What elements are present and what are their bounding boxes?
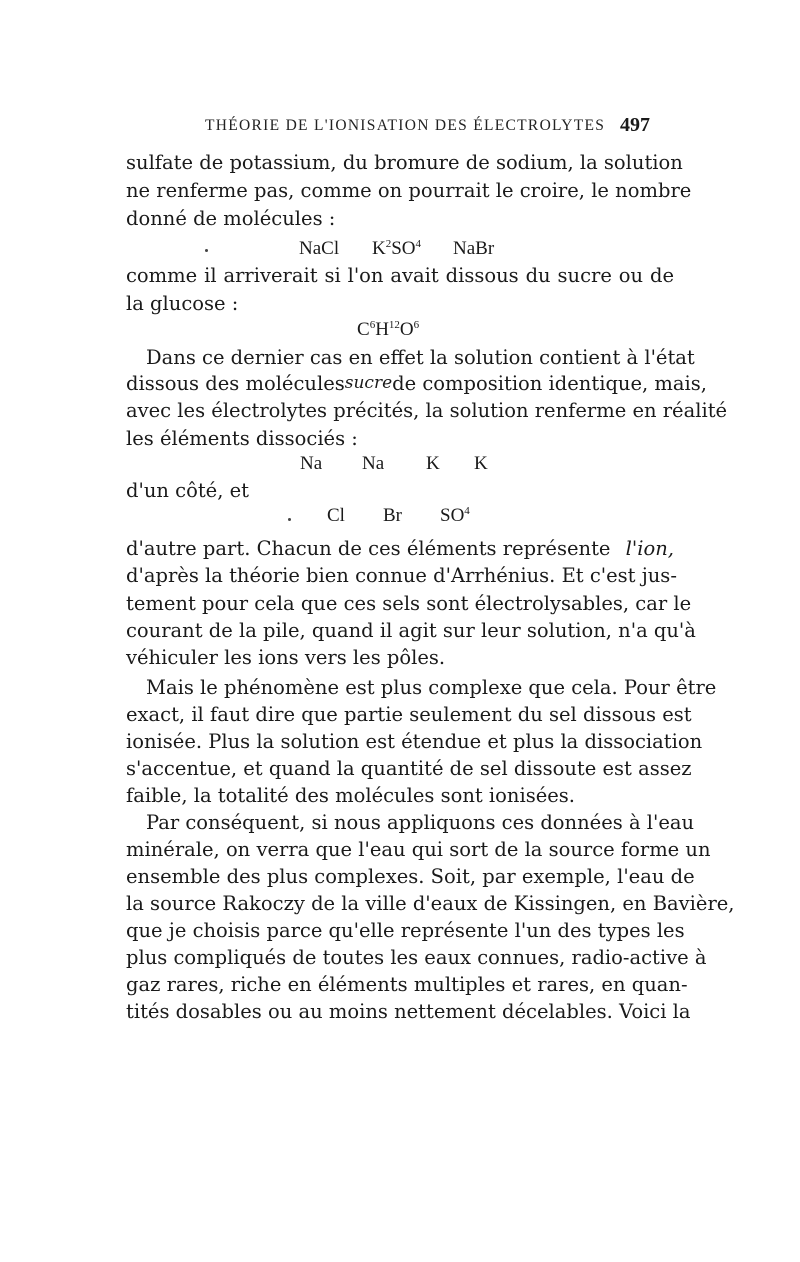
formula-c6h12o6 [357, 318, 419, 342]
text-line [126, 536, 674, 561]
text-line: avec les électrolytes précités, la solution renferme en réalité [126, 399, 728, 422]
text-line: ionisée. Plus la solution est étendue et plus la dissociation [126, 730, 703, 753]
ion-cl: Cl [327, 505, 345, 526]
symbol: H [375, 319, 389, 340]
text-line: que je choisis parce qu'elle représente l'un des types les [126, 919, 685, 942]
text-line: la glucose : [126, 292, 239, 315]
text-line: tités dosables ou au moins nettement décelables. Voici la [126, 1000, 691, 1023]
formula-cations [0, 452, 800, 476]
subscript: 4 [464, 505, 470, 517]
formula-glucose [0, 318, 800, 342]
symbol: SO [391, 238, 416, 259]
ion-k: K [474, 453, 488, 474]
text-line: véhiculer les ions vers les pôles. [126, 646, 446, 669]
text-line [126, 371, 707, 396]
subscript: 2 [385, 238, 392, 250]
symbol: O [399, 319, 414, 340]
ion-na: Na [362, 453, 385, 474]
symbol: K [372, 238, 386, 259]
text-line: d'après la théorie bien connue d'Arrhénius. Et c'est jus- [126, 564, 677, 587]
speck [205, 249, 208, 252]
text-line: sulfate de potassium, du bromure de sodium, la solution [126, 151, 683, 174]
text-line: Mais le phénomène est plus complexe que cela. Pour être [146, 676, 717, 699]
text-line: ne renferme pas, comme on pourrait le croire, le nombre [126, 179, 692, 202]
formula-anions [0, 504, 800, 528]
formula-k2so4 [372, 237, 421, 261]
formula-nabr: NaBr [453, 238, 495, 259]
text-line: ensemble des plus complexes. Soit, par exemple, l'eau de [126, 865, 695, 888]
text-line: la source Rakoczy de la ville d'eaux de Kissingen, en Bavière, [126, 892, 735, 915]
formula-salts [0, 237, 800, 261]
ion-so4 [440, 504, 470, 528]
page-number: 497 [620, 114, 650, 136]
italic-word: sucre [344, 373, 393, 393]
ion-k: K [426, 453, 440, 474]
text-line: Dans ce dernier cas en effet la solution contient à l'état [146, 346, 695, 369]
text-line: d'un côté, et [126, 479, 249, 502]
text-line: les éléments dissociés : [126, 427, 358, 450]
symbol: C [357, 319, 370, 340]
text-segment: d'autre part. Chacun de ces éléments représente [126, 537, 611, 560]
text-line: s'accentue, et quand la quantité de sel dissoute est assez [126, 757, 692, 780]
symbol: SO [440, 505, 465, 526]
subscript: 12 [388, 319, 400, 331]
text-line: plus compliqués de toutes les eaux connues, radio-active à [126, 946, 707, 969]
subscript: 6 [413, 319, 420, 331]
text-line: Par conséquent, si nous appliquons ces données à l'eau [146, 811, 695, 834]
text-line: gaz rares, riche en éléments multiples et rares, en quan- [126, 973, 688, 996]
ion-br: Br [383, 505, 402, 526]
text-line: donné de molécules : [126, 207, 336, 230]
text-line: faible, la totalité des molécules sont ionisées. [126, 784, 575, 807]
ion-na: Na [300, 453, 323, 474]
speck [288, 518, 291, 521]
text-segment: de composition identique, mais, [392, 372, 707, 395]
running-title: THÉORIE DE L'IONISATION DES ÉLECTROLYTES [205, 117, 606, 134]
text-line: comme il arriverait si l'on avait dissous du sucre ou de [126, 264, 674, 287]
text-segment: dissous des molécules [126, 372, 345, 395]
subscript: 6 [369, 319, 376, 331]
subscript: 4 [415, 238, 422, 250]
text-line: tement pour cela que ces sels sont électrolysables, car le [126, 592, 692, 615]
text-line: exact, il faut dire que partie seulement du sel dissous est [126, 703, 692, 726]
italic-word: l'ion, [625, 537, 674, 560]
formula-nacl: NaCl [299, 238, 340, 259]
text-line: minérale, on verra que l'eau qui sort de la source forme un [126, 838, 711, 861]
text-line: courant de la pile, quand il agit sur leur solution, n'a qu'à [126, 619, 696, 642]
page-header [0, 114, 800, 141]
